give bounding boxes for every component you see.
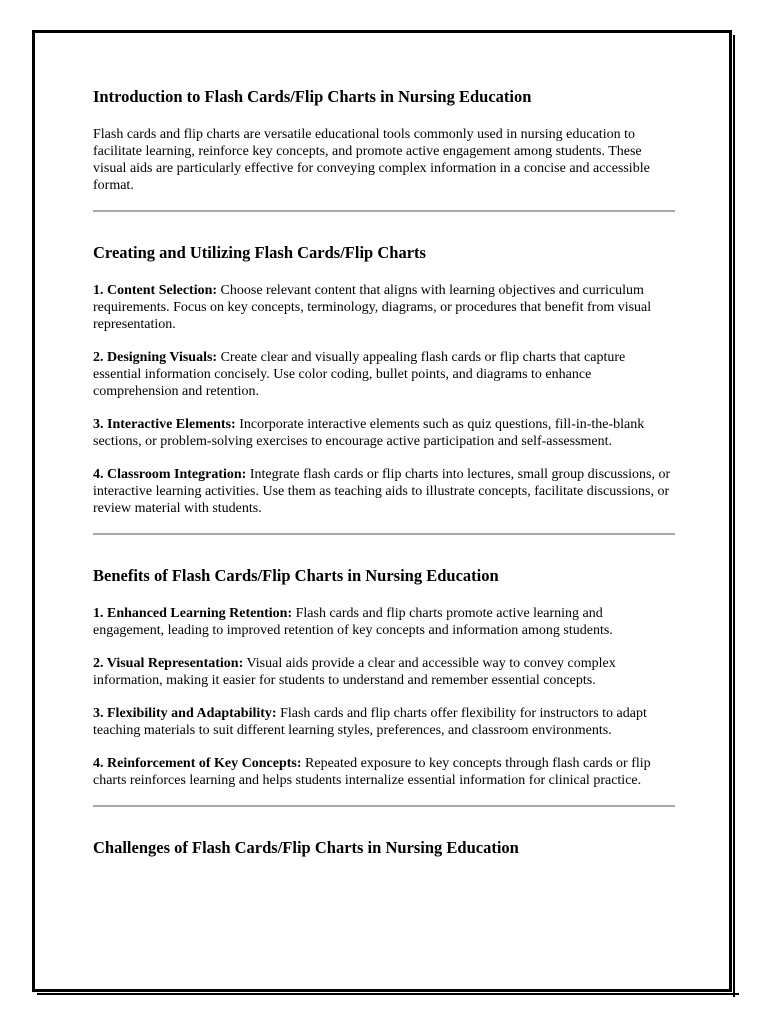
section-creating-utilizing [93, 242, 675, 517]
section-heading: Challenges of Flash Cards/Flip Charts in Nursing Education [93, 838, 519, 857]
list-item [93, 416, 675, 450]
section-divider [93, 210, 675, 212]
list-item [93, 466, 675, 517]
section-challenges [93, 837, 675, 859]
list-item [93, 755, 675, 789]
item-text: Incorporate interactive elements such as quiz questions, fill-in-the-blank sections, or problem-solving exercises to encourage active participation and self-assessment. [93, 417, 645, 449]
item-label: 2. Designing Visuals: [93, 350, 218, 365]
item-text: Choose relevant content that aligns with learning objectives and curriculum requirements. Focus on key concepts, terminology, diagrams, or procedures that benefit from visual representation. [93, 283, 652, 332]
item-text: Visual aids provide a clear and accessible way to convey complex information, making it easier for students to understand and remember essential concepts. [93, 656, 616, 688]
section-heading: Introduction to Flash Cards/Flip Charts in Nursing Education [93, 87, 532, 106]
list-item [93, 655, 675, 689]
section-introduction [93, 86, 675, 194]
item-label: 4. Reinforcement of Key Concepts: [93, 756, 302, 771]
item-label: 1. Content Selection: [93, 283, 218, 298]
list-item [93, 282, 675, 333]
intro-paragraph: Flash cards and flip charts are versatile educational tools commonly used in nursing education to facilitate learning, reinforce key concepts, and promote active engagement among students. These visual aids are particularly effective for conveying complex information in a concise and accessible format. [93, 127, 650, 193]
section-divider [93, 805, 675, 807]
item-text: Repeated exposure to key concepts through flash cards or flip charts reinforces learning and helps students internalize essential information for clinical practice. [93, 756, 651, 788]
section-benefits [93, 565, 675, 789]
item-label: 2. Visual Representation: [93, 656, 244, 671]
section-heading: Creating and Utilizing Flash Cards/Flip Charts [93, 243, 426, 262]
item-label: 3. Flexibility and Adaptability: [93, 706, 277, 721]
item-label: 4. Classroom Integration: [93, 467, 247, 482]
list-item [93, 705, 675, 739]
item-label: 1. Enhanced Learning Retention: [93, 606, 293, 621]
item-text: Flash cards and flip charts offer flexibility for instructors to adapt teaching materials to suit different learning styles, preferences, and classroom environments. [93, 706, 647, 738]
list-item [93, 605, 675, 639]
item-text: Integrate flash cards or flip charts into lectures, small group discussions, or interactive learning activities. Use them as teaching aids to illustrate concepts, facilitate discussions, or review material with students. [93, 467, 671, 516]
item-label: 3. Interactive Elements: [93, 417, 236, 432]
list-item [93, 349, 675, 400]
document-body [93, 86, 675, 877]
section-divider [93, 533, 675, 535]
section-heading: Benefits of Flash Cards/Flip Charts in Nursing Education [93, 566, 499, 585]
item-text: Create clear and visually appealing flash cards or flip charts that capture essential information concisely. Use color coding, bullet points, and diagrams to enhance comprehension and retention. [93, 350, 626, 399]
item-text: Flash cards and flip charts promote active learning and engagement, leading to improved retention of key concepts and information among students. [93, 606, 613, 638]
